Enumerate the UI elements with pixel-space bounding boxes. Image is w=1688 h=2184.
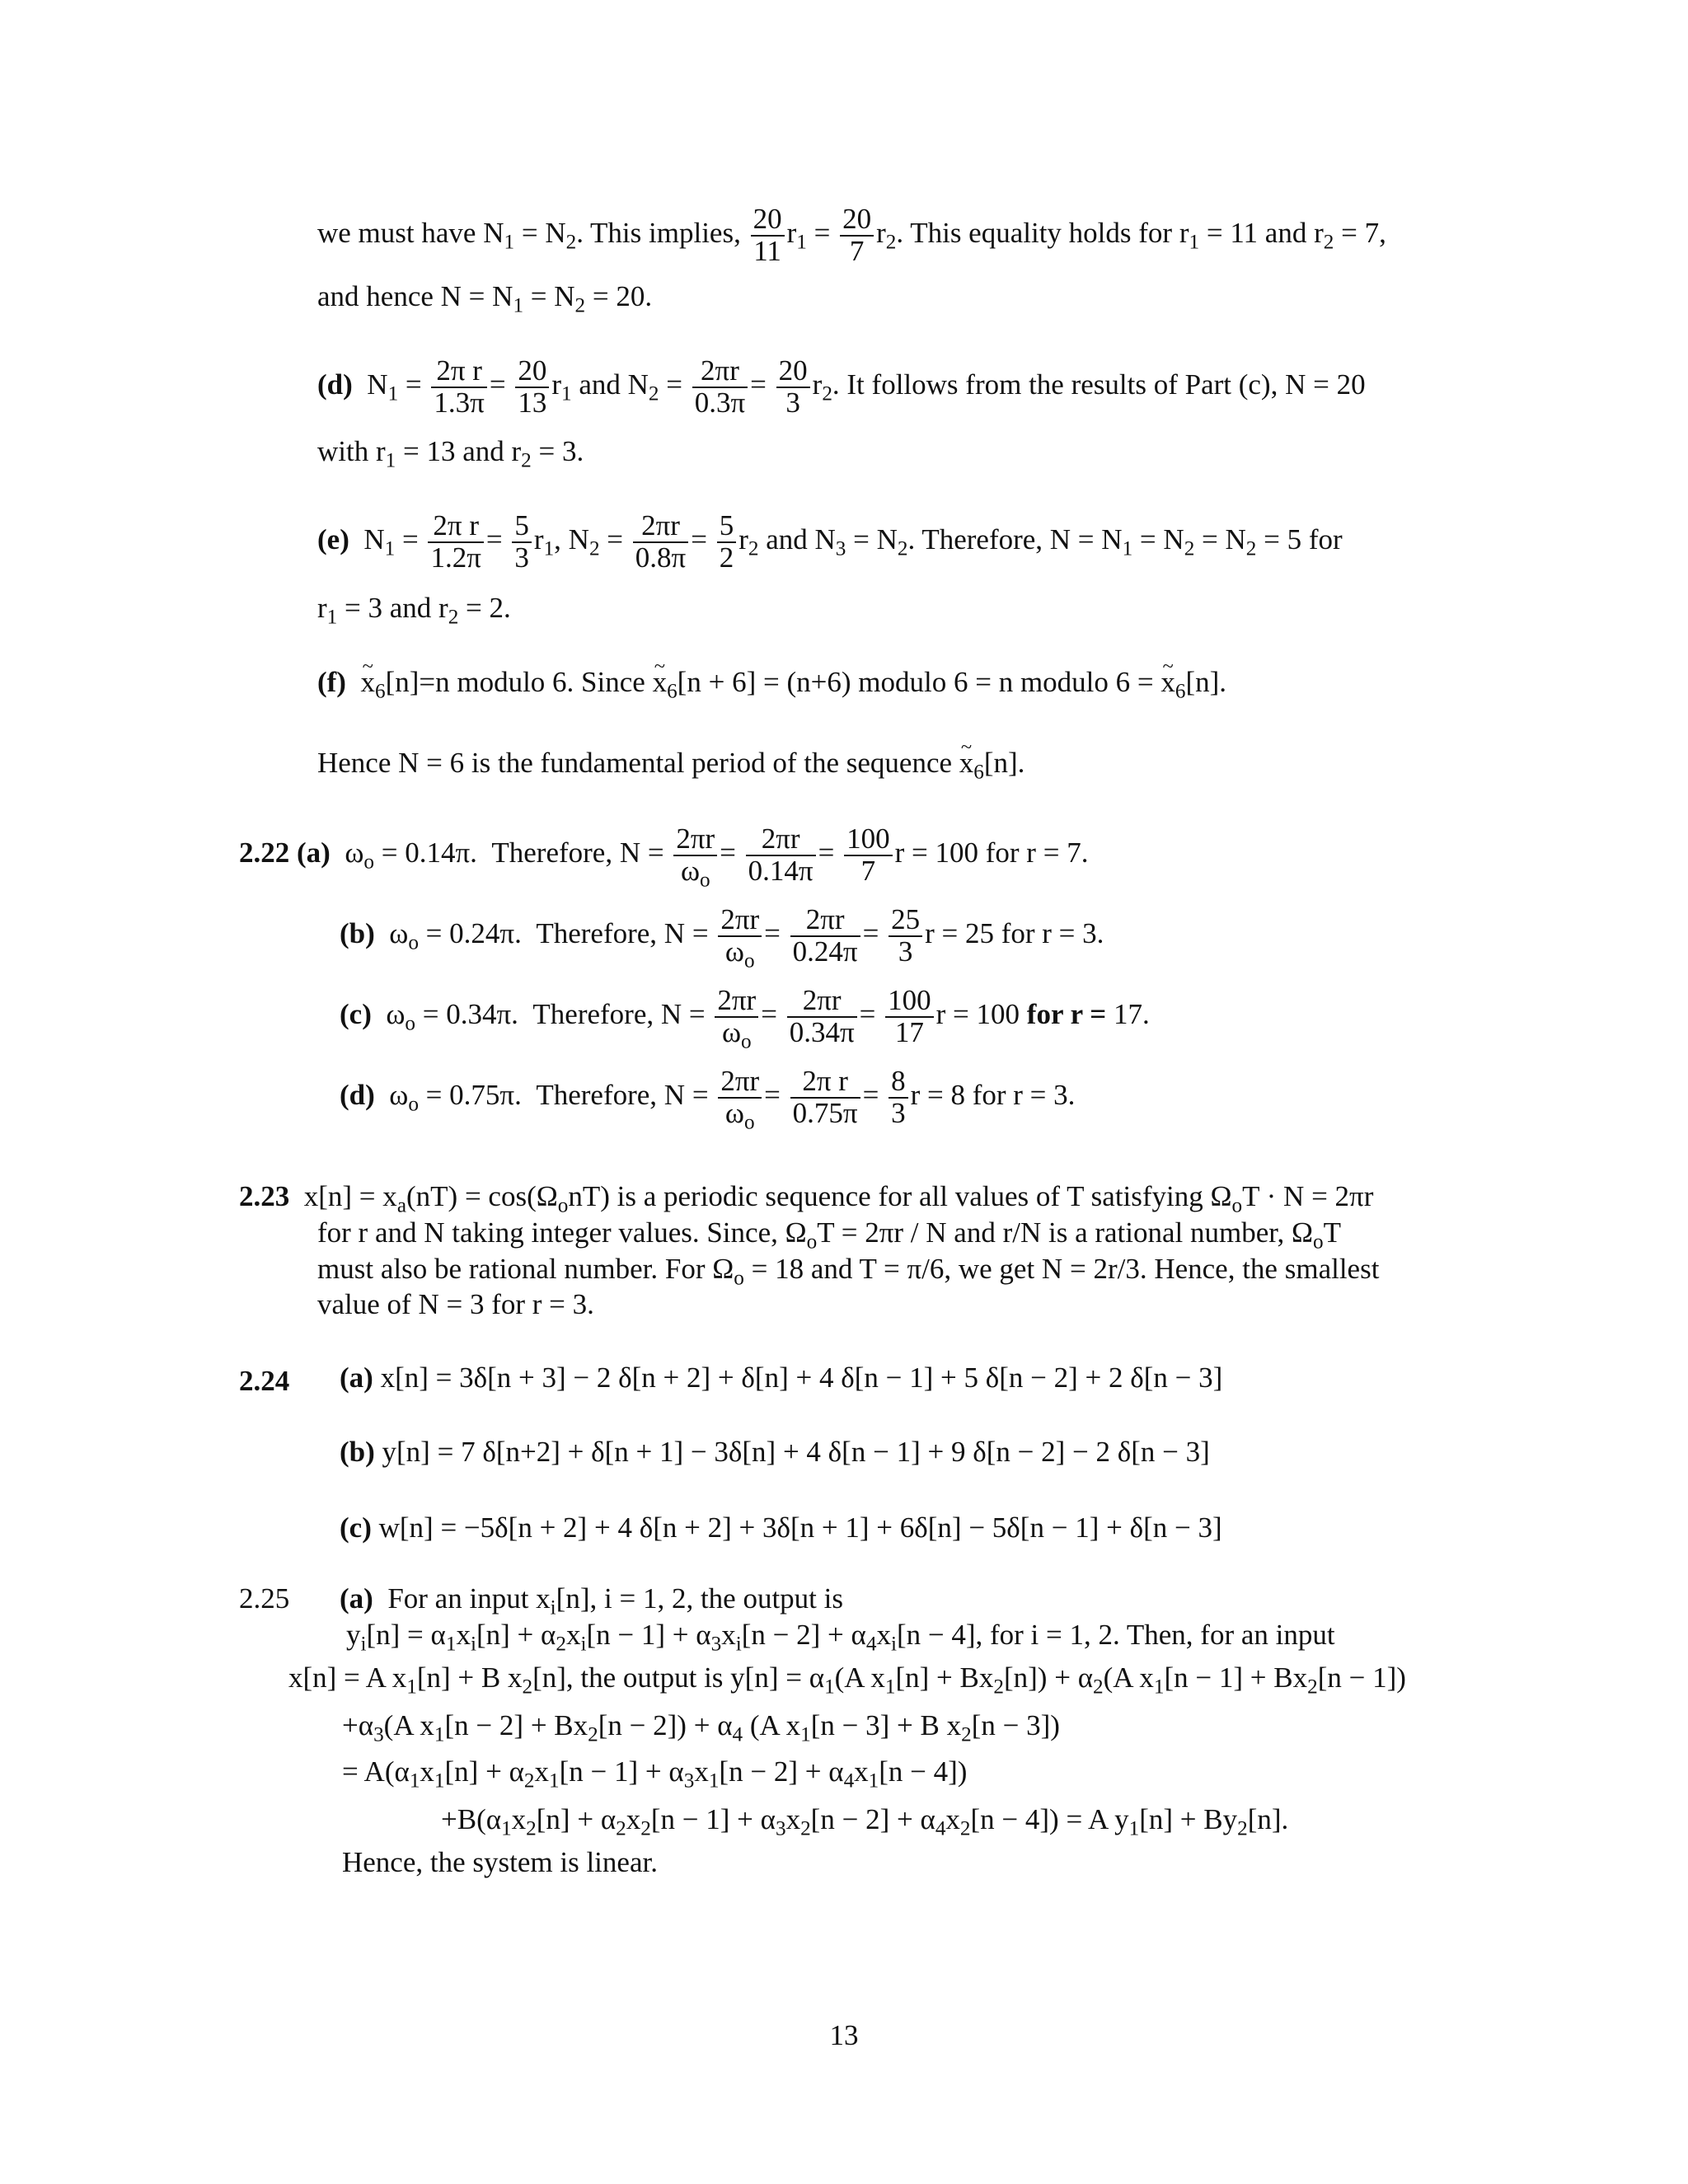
part-e-line-2: $r_1 = 3$ and $r_2 = 2$. [317, 592, 511, 629]
problem-2-25-line-6: $+B(\alpha_1x_2[n] + \alpha_2x_2[n - 1] + \alpha_3x_2[n - 2] + \alpha_4x_2[n - 4]) = A$ $y_1[n] + By_2[n]$. [441, 1803, 1289, 1840]
fraction: $\frac{2\pi r}{0.8\pi}$ [633, 511, 688, 574]
problem-2-22-b: (b) $\omega_o = 0.24\pi$. Therefore, N = $\frac{2\pi r}{\omega_o}$ = $\frac{2\pi r}{0.24\pi}$ = $\frac{25}{3}$ r = 25 for r = 3. [340, 903, 1104, 972]
part-c-line-2: and hence $N = N_1 = N_2 = 20$. [317, 280, 653, 317]
fraction: $\frac{2\pi r}{0.24\pi}$ [790, 905, 860, 968]
part-f-line-2: Hence N = 6 is the fundamental period of the sequence ~ $x_6[n]$. [317, 747, 1025, 780]
fraction: $\frac{20}{3}$ [776, 356, 810, 419]
problem-2-23-line-3: must also be rational number. For $\Omega_o = 18$ and T = π/6, we get N = 2r/3. Hence, the smallest [317, 1253, 1380, 1290]
fraction: $\frac{8}{3}$ [889, 1066, 908, 1129]
fraction: $\frac{2\pi r}{\omega_o}$ [718, 905, 762, 968]
problem-2-25-a-line-1: (a) For an input $x_i[n]$, i = 1, 2, the output is [340, 1582, 843, 1619]
problem-2-22-c: (c) $\omega_o = 0.34\pi$. Therefore, N = $\frac{2\pi r}{\omega_o}$ = $\frac{2\pi r}{0.34\pi}$ = $\frac{100}{17}$ r = 100 for r = 17. [340, 984, 1150, 1053]
part-f-line-1: (f) ~ $x_6[n]=n$ modulo 6. Since ~ $x_6[n + 6] = (n+6)$ modulo 6 = n modulo 6 = ~ $x_6[n]$. [317, 666, 1226, 699]
problem-2-22-a: 2.22 (a) $\omega_o = 0.14\pi$. Therefore, N = $\frac{2\pi r}{\omega_o}$ = $\frac{2\pi r}{0.14\pi}$ = $\frac{100}{7}$ r = 100 for r = 7. [239, 823, 1089, 892]
problem-2-25-line-2: $y_i[n] = \alpha_1x_i[n] + \alpha_2x_i[n - 1] + \alpha_3x_i[n - 2] + \alpha_4x_i[n - 4]$, for i = 1, 2. Then, for an input [346, 1619, 1335, 1656]
problem-2-24-c: (c) w[n] = −5δ[n + 2] + 4 δ[n + 2] + 3δ[n + 1] + 6δ[n] − 5δ[n − 1] + δ[n − 3] [340, 1511, 1222, 1544]
fraction: $\frac{2\pi r}{\omega_o}$ [715, 986, 758, 1048]
fraction: $\frac{\text{2π r}}{1.3\pi}$ [431, 356, 486, 419]
fraction: $\frac{100}{17}$ [885, 986, 934, 1048]
problem-2-23-line-2: for r and N taking integer values. Since, $\Omega_oT = 2\pi r / N$ and r/N is a rational number, $\Omega_oT$ [317, 1216, 1342, 1254]
fraction: $\frac{\text{2π r}}{1.2\pi}$ [428, 511, 483, 574]
part-c-line-1: we must have $N_1 = N_2$. This implies, $\frac{20}{11}$ $r_1$ = $\frac{20}{7}$ $r_2$. This equality holds for $r_1 = 11$ and $r_2 = 7$, [317, 203, 1386, 267]
fraction: $\frac{20}{7}$ [840, 204, 874, 267]
problem-2-25-line-7: Hence, the system is linear. [342, 1846, 658, 1878]
page-number: 13 [829, 2019, 859, 2051]
fraction: $\frac{\text{2π r}}{0.75\pi}$ [790, 1066, 860, 1129]
problem-2-25-line-5: = $A(\alpha_1x_1[n] + \alpha_2x_1[n - 1] + \alpha_3x_1[n - 2] + \alpha_4x_1[n - 4])$ [342, 1755, 968, 1793]
problem-2-25-line-4: $+\alpha_3(A$ $x_1[n - 2] + Bx_2[n - 2]) + \alpha_4$ (A $x_1[n - 3] + B$ $x_2[n - 3]$) [342, 1709, 1060, 1746]
problem-2-25-line-3: x[n] = A $x_1[n] + B$ $x_2[n]$, the output is $y[n] = \alpha_1(A$ $x_1[n] + Bx_2[n]) + \alpha_2(A$ $x_1[n - 1] + Bx_2[n - 1]$) [288, 1661, 1406, 1699]
problem-2-23-line-4: value of N = 3 for r = 3. [317, 1288, 594, 1320]
fraction: $\frac{25}{3}$ [889, 905, 922, 968]
fraction: $\frac{5}{2}$ [717, 511, 737, 574]
fraction: $\frac{100}{7}$ [844, 824, 893, 887]
fraction: $\frac{5}{3}$ [512, 511, 532, 574]
fraction: $\frac{2\pi r}{0.3\pi}$ [692, 356, 748, 419]
part-e-line-1: (e) $N_1$ = $\frac{\text{2π r}}{1.2\pi}$ = $\frac{5}{3}$ $r_1$, $N_2$ = $\frac{2\pi r}{0.8\pi}$ = $\frac{5}{2}$ $r_2$ and $N_3 = N_2$. Therefore, $N = N_1 = N_2 = N_2 = 5$ for [317, 509, 1343, 574]
problem-2-24-b: (b) y[n] = 7 δ[n+2] + δ[n + 1] − 3δ[n] + 4 δ[n − 1] + 9 δ[n − 2] − 2 δ[n − 3] [340, 1436, 1210, 1468]
problem-2-25-line-1: 2.25 [239, 1582, 290, 1615]
fraction: $\frac{2\pi r}{\omega_o}$ [718, 1066, 762, 1129]
fraction: $\frac{2\pi r}{0.34\pi}$ [787, 986, 857, 1048]
fraction: $\frac{2\pi r}{\omega_o}$ [673, 824, 717, 887]
fraction: $\frac{20}{13}$ [515, 356, 549, 419]
problem-2-23-line-1: 2.23 $x[n] = x_a(nT) = \cos(\Omega_onT)$ is a periodic sequence for all values of T satisfying $\Omega_oT \cdot N = 2\pi r$ [239, 1180, 1374, 1217]
part-d-line-1: (d) $N_1$ = $\frac{\text{2π r}}{1.3\pi}$ = $\frac{20}{13}$ $r_1$ and $N_2$ = $\frac{2\pi r}{0.3\pi}$ = $\frac{20}{3}$ $r_2$. It follows from the results of Part (c), N = 20 [317, 354, 1366, 419]
part-d-line-2: with $r_1 = 13$ and $r_2 = 3$. [317, 435, 584, 472]
fraction: $\frac{20}{11}$ [751, 204, 785, 267]
problem-2-24-a: (a) x[n] = 3δ[n + 3] − 2 δ[n + 2] + δ[n] + 4 δ[n − 1] + 5 δ[n − 2] + 2 δ[n − 3] [340, 1361, 1223, 1394]
fraction: $\frac{2\pi r}{0.14\pi}$ [746, 824, 816, 887]
problem-2-22-d: (d) $\omega_o = 0.75\pi$. Therefore, N = $\frac{2\pi r}{\omega_o}$ = $\frac{\text{2π r}}{0.75\pi}$ = $\frac{8}{3}$ r = 8 for r = 3. [340, 1065, 1076, 1134]
problem-2-24-label: 2.24 [239, 1365, 290, 1397]
